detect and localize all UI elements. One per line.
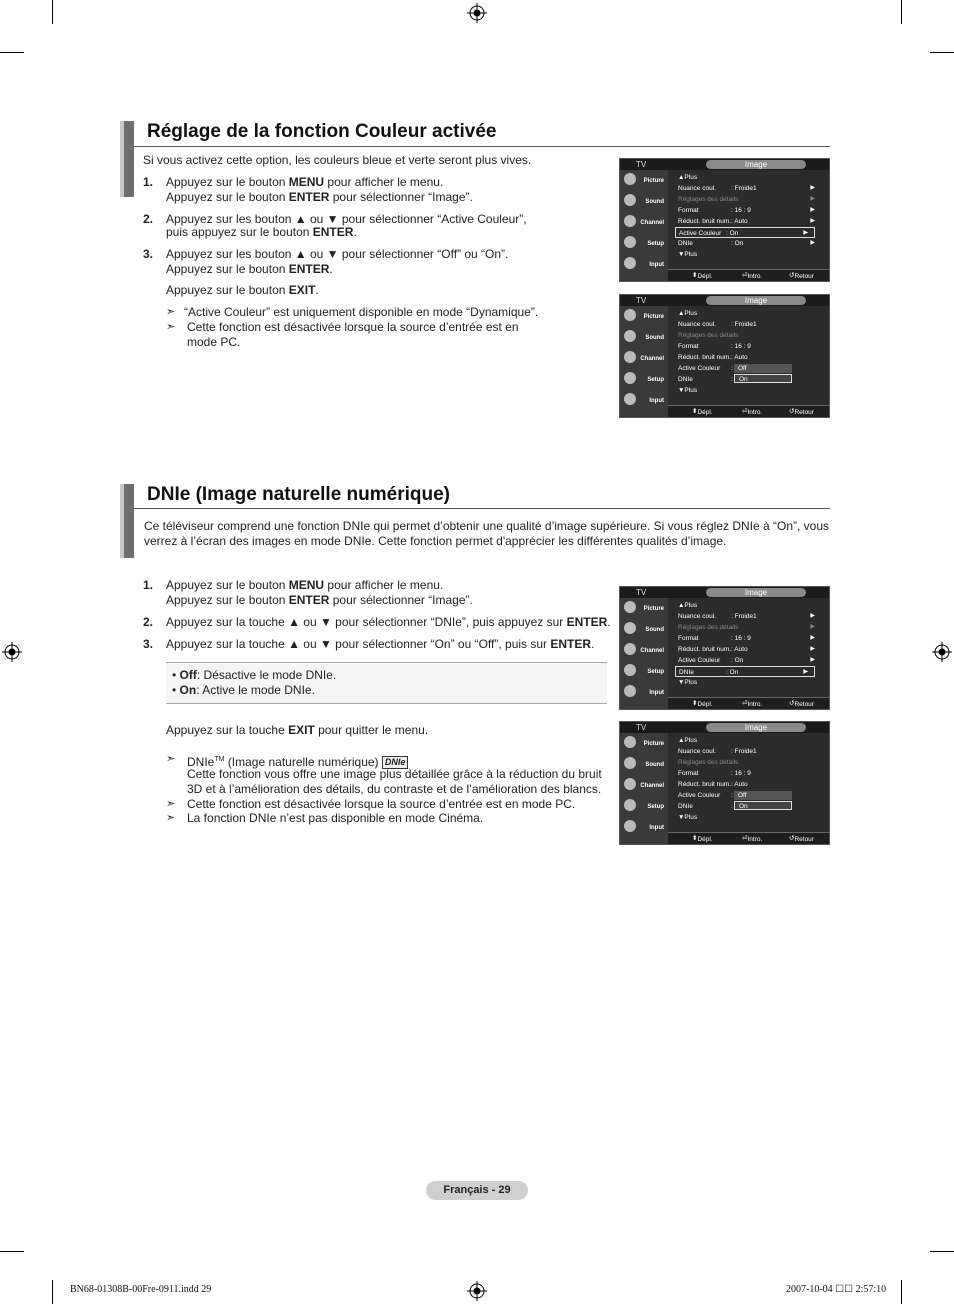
note-text: Cette fonction est désactivée lorsque la source d’entrée est en mode PC. [187,797,576,811]
osd-sidebar-item[interactable] [620,598,668,619]
osd-menu-row[interactable] [678,194,821,205]
osd-row-value: : 16 : 9 [731,207,751,214]
tv-osd-screen [619,721,830,845]
osd-popup-option[interactable]: Off [734,364,792,373]
osd-row-label: ▲Plus [678,310,698,317]
osd-sidebar-label: Sound [645,762,664,768]
osd-row-label: Nuance coul. [678,748,716,755]
step-line: Appuyez sur le bouton ENTER pour sélectionner “Image”. [166,593,473,607]
note-arrow-icon: ➣ [166,798,176,810]
osd-sidebar-item[interactable] [620,619,668,640]
section-bar [120,121,134,197]
osd-row-label: ▲Plus [678,174,698,181]
note-text: La fonction DNIe n’est pas disponible en mode Cinéma. [187,811,484,825]
sound-icon [624,757,636,769]
osd-menu-row[interactable] [678,644,821,655]
osd-sidebar-item[interactable] [620,733,668,754]
osd-sidebar-label: Sound [645,627,664,633]
osd-sidebar-label: Picture [643,741,664,747]
osd-menu-row[interactable] [678,249,821,260]
note-arrow-icon: ➣ [166,753,176,765]
osd-tab-image[interactable]: Image [706,723,806,732]
step-number: 1. [143,578,154,592]
arrow-right-icon: ▶ [810,218,815,224]
osd-row-label: Réduct. bruit num. [678,781,732,788]
osd-row-label: Format [678,635,699,642]
arrow-right-icon: ▶ [810,624,815,630]
osd-tab-image[interactable]: Image [706,160,806,169]
picture-icon [624,173,636,185]
option-item: • Off: Désactive le mode DNIe. [172,668,337,682]
note-text: 3D et à l’amélioration des détails, du contraste et de l’amélioration des blancs. [187,782,602,796]
osd-sidebar-label: Channel [640,356,664,362]
osd-footer [668,405,829,417]
osd-sidebar-label: Picture [643,606,664,612]
osd-tab-image[interactable]: Image [706,588,806,597]
print-slug-left: BN68-01308B-00Fre-0911.indd 29 [70,1284,212,1295]
osd-row-value: : On [731,240,744,247]
osd-row-value: : [731,803,733,810]
crop-mark [52,1280,53,1304]
osd-sidebar [620,733,668,844]
step-line: Appuyez sur le bouton ENTER pour sélectionner “Image”. [166,190,473,204]
tv-osd-screen [619,158,830,282]
osd-menu-row[interactable] [678,812,821,823]
osd-row-label: Format [678,770,699,777]
osd-sidebar-item[interactable] [620,661,668,682]
osd-row-label: Réduct. bruit num. [678,646,732,653]
osd-sidebar-item[interactable] [620,369,668,390]
osd-sidebar-label: Channel [640,648,664,654]
dnie-logo-icon: DNIe [382,756,409,769]
osd-row-label: Réglages des détails [678,759,739,766]
osd-sidebar-item[interactable] [620,233,668,254]
osd-row-label: Réglages des détails [678,624,739,631]
osd-sidebar-label: Setup [647,377,664,383]
osd-row-value: : On [731,657,744,664]
osd-row-value: : [731,365,733,372]
arrow-right-icon: ▶ [810,185,815,191]
osd-sidebar [620,306,668,417]
osd-tv-label: TV [636,723,647,732]
channel-icon [624,778,636,790]
crop-mark [0,1251,24,1252]
osd-row-value: : 16 : 9 [731,343,751,350]
step-number: 1. [143,175,154,189]
osd-sidebar-label: Setup [647,241,664,247]
arrow-right-icon: ▶ [803,230,808,236]
osd-menu-row[interactable] [678,238,821,249]
setup-icon [624,236,636,248]
channel-icon [624,643,636,655]
osd-row-label: Nuance coul. [678,185,716,192]
arrow-right-icon: ▶ [810,240,815,246]
osd-row-label: ▲Plus [678,602,698,609]
osd-menu-row[interactable] [678,611,821,622]
osd-sidebar-item[interactable] [620,212,668,233]
page-number: Français - 29 [426,1181,528,1200]
channel-icon [624,351,636,363]
osd-menu [673,172,823,267]
osd-move-hint: ⬍ Dépl. [692,272,713,280]
osd-menu-row[interactable] [678,655,821,666]
osd-row-label: Active Couleur [679,230,722,237]
picture-icon [624,736,636,748]
osd-row-value: : Auto [731,354,748,361]
section-intro: Ce téléviseur comprend une fonction DNIe qui permet d’obtenir une qualité d’image supérieure. Si vous réglez DNIe à “On”, vous [144,519,830,533]
note-text: DNIe™ (Image naturelle numérique) DNIe [187,752,408,770]
osd-row-value: : 16 : 9 [731,770,751,777]
osd-menu-row[interactable] [678,330,821,341]
osd-menu-row[interactable] [678,633,821,644]
osd-row-label: Active Couleur [678,365,721,372]
osd-sidebar-item[interactable] [620,754,668,775]
osd-row-value: : On [726,230,739,237]
note-text: “Active Couleur” est uniquement disponible en mode “Dynamique”. [184,305,539,319]
step-line: Appuyez sur les bouton ▲ ou ▼ pour sélectionner “Off” ou “On”. [166,247,509,261]
osd-menu [673,735,823,830]
osd-row-value: : Auto [731,218,748,225]
osd-back-hint: ↺ Retour [789,835,814,843]
osd-header [620,722,829,733]
osd-menu-row[interactable] [678,385,821,396]
crop-mark [0,52,24,53]
step-line: Appuyez sur la touche ▲ ou ▼ pour sélectionner “On” ou “Off”, puis sur ENTER. [166,637,595,651]
setup-icon [624,664,636,676]
osd-row-label: Réduct. bruit num. [678,354,732,361]
registration-mark-icon [932,642,952,662]
osd-sidebar-item[interactable] [620,191,668,212]
osd-row-value: : Auto [731,781,748,788]
osd-popup-option[interactable]: On [734,801,792,810]
input-icon [624,393,636,405]
arrow-right-icon: ▶ [810,635,815,641]
osd-row-label: Format [678,207,699,214]
osd-row-label: ▼Plus [678,387,698,394]
osd-enter-hint: ⏎ Intro. [742,835,763,843]
osd-menu-row[interactable] [678,216,821,227]
crop-mark [930,52,954,53]
input-icon [624,257,636,269]
osd-row-value: : Froide1 [731,613,757,620]
osd-sidebar-label: Setup [647,669,664,675]
section-intro: verrez à l’écran des images en mode DNIe. Cette fonction permet d'apprécier les différentes qualités d’image. [144,534,727,548]
osd-popup-option[interactable]: Off [734,791,792,800]
arrow-right-icon: ▶ [810,646,815,652]
osd-row-value: : Froide1 [731,321,757,328]
osd-menu-row[interactable] [678,183,821,194]
osd-sidebar-label: Channel [640,783,664,789]
osd-menu-row[interactable] [678,600,821,611]
osd-menu-row[interactable] [675,666,815,677]
picture-icon [624,601,636,613]
sound-icon [624,622,636,634]
tv-osd-screen [619,294,830,418]
osd-back-hint: ↺ Retour [789,700,814,708]
osd-sidebar-item[interactable] [620,817,668,838]
osd-back-hint: ↺ Retour [789,408,814,416]
osd-sidebar-item[interactable] [620,796,668,817]
osd-row-label: ▼Plus [678,814,698,821]
section-bar [120,484,134,558]
osd-sidebar-label: Channel [640,220,664,226]
osd-sidebar-label: Input [649,262,664,268]
sound-icon [624,330,636,342]
osd-row-value: : Froide1 [731,748,757,755]
osd-menu-row[interactable] [678,341,821,352]
osd-tv-label: TV [636,588,647,597]
osd-row-value: : [731,376,733,383]
osd-sidebar-item[interactable] [620,170,668,191]
osd-sidebar-label: Sound [645,335,664,341]
osd-header [620,159,829,170]
osd-enter-hint: ⏎ Intro. [742,408,763,416]
osd-row-label: Réduct. bruit num. [678,218,732,225]
osd-tv-label: TV [636,160,647,169]
osd-menu-row[interactable] [678,735,821,746]
osd-sidebar-item[interactable] [620,775,668,796]
osd-move-hint: ⬍ Dépl. [692,408,713,416]
crop-mark [930,1251,954,1252]
step-number: 2. [143,615,154,629]
osd-row-label: Réglages des détails [678,196,739,203]
osd-footer [668,697,829,709]
step-number: 2. [143,212,154,226]
arrow-right-icon: ▶ [803,669,808,675]
note-arrow-icon: ➣ [166,812,176,824]
registration-mark-icon [467,3,487,23]
step-number: 3. [143,247,154,261]
osd-menu-row[interactable] [678,746,821,757]
osd-footer [668,832,829,844]
osd-row-label: DNIe [679,669,694,676]
osd-menu-row[interactable] [678,779,821,790]
picture-icon [624,309,636,321]
osd-menu-row[interactable] [675,227,815,238]
osd-menu-row[interactable] [678,757,821,768]
section-rule [134,508,830,509]
osd-row-value: : Auto [731,646,748,653]
note-text: Cette fonction est désactivée lorsque la source d’entrée est en [187,320,519,334]
input-icon [624,685,636,697]
crop-mark [52,0,53,24]
osd-enter-hint: ⏎ Intro. [742,272,763,280]
osd-row-label: Active Couleur [678,657,721,664]
input-icon [624,820,636,832]
osd-footer [668,269,829,281]
osd-enter-hint: ⏎ Intro. [742,700,763,708]
exit-instruction: Appuyez sur la touche EXIT pour quitter le menu. [166,723,429,737]
osd-popup-option[interactable]: On [734,374,792,383]
note-arrow-icon: ➣ [166,306,176,318]
osd-sidebar-label: Picture [643,178,664,184]
registration-mark-icon [2,642,22,662]
osd-row-label: DNIe [678,803,693,810]
osd-sidebar-label: Setup [647,804,664,810]
osd-row-label: DNIe [678,240,693,247]
osd-row-value: : Froide1 [731,185,757,192]
osd-menu [673,308,823,403]
osd-row-label: DNIe [678,376,693,383]
step-line: Appuyez sur la touche ▲ ou ▼ pour sélectionner “DNIe”, puis appuyez sur ENTER. [166,615,611,629]
osd-sidebar-item[interactable] [620,682,668,703]
note-text: Cette fonction vous offre une image plus détaillée grâce à la réduction du bruit [187,767,602,781]
section-intro: Si vous activez cette option, les couleurs bleue et verte seront plus vives. [143,153,532,167]
osd-sidebar-label: Picture [643,314,664,320]
osd-menu-row[interactable] [678,768,821,779]
osd-menu-row[interactable] [678,622,821,633]
osd-row-label: ▼Plus [678,251,698,258]
osd-sidebar-item[interactable] [620,390,668,411]
osd-header [620,295,829,306]
osd-sidebar [620,598,668,709]
arrow-right-icon: ▶ [810,657,815,663]
osd-row-label: ▲Plus [678,737,698,744]
arrow-right-icon: ▶ [810,207,815,213]
step-line: Appuyez sur le bouton MENU pour afficher le menu. [166,578,444,592]
crop-mark [901,1280,902,1304]
osd-row-value: : 16 : 9 [731,635,751,642]
note-text: mode PC. [187,335,241,349]
osd-tab-image[interactable]: Image [706,296,806,305]
setup-icon [624,372,636,384]
osd-row-label: Nuance coul. [678,321,716,328]
step-line: Appuyez sur le bouton ENTER. [166,262,333,276]
osd-back-hint: ↺ Retour [789,272,814,280]
osd-row-label: ▼Plus [678,679,698,686]
osd-sidebar-item[interactable] [620,327,668,348]
section-rule [134,146,830,147]
osd-sidebar-item[interactable] [620,254,668,275]
note-arrow-icon: ➣ [166,321,176,333]
osd-menu-row[interactable] [678,205,821,216]
step-line: Appuyez sur les bouton ▲ ou ▼ pour sélectionner “Active Couleur”, [166,212,527,226]
osd-row-label: Nuance coul. [678,613,716,620]
osd-row-value: : On [726,669,739,676]
osd-row-value: : [731,792,733,799]
step-number: 3. [143,637,154,651]
crop-mark [901,0,902,24]
osd-move-hint: ⬍ Dépl. [692,835,713,843]
osd-sidebar-item[interactable] [620,306,668,327]
osd-row-label: Active Couleur [678,792,721,799]
arrow-right-icon: ▶ [810,613,815,619]
osd-menu-row[interactable] [678,172,821,183]
section-title: Réglage de la fonction Couleur activée [147,121,497,142]
option-item: • On: Active le mode DNIe. [172,683,315,697]
osd-header [620,587,829,598]
osd-sidebar-label: Input [649,825,664,831]
osd-sidebar-label: Input [649,690,664,696]
options-box [166,662,607,704]
exit-instruction: Appuyez sur le bouton EXIT. [166,283,319,297]
osd-move-hint: ⬍ Dépl. [692,700,713,708]
step-line: puis appuyez sur le bouton ENTER. [166,225,357,239]
step-line: Appuyez sur le bouton MENU pour afficher le menu. [166,175,444,189]
sound-icon [624,194,636,206]
osd-menu-row[interactable] [678,677,821,688]
osd-sidebar-item[interactable] [620,640,668,661]
print-slug-right: 2007-10-04 ☐☐ 2:57:10 [786,1284,887,1295]
tv-osd-screen [619,586,830,710]
osd-sidebar [620,170,668,281]
osd-sidebar-label: Input [649,398,664,404]
setup-icon [624,799,636,811]
osd-row-label: Réglages des détails [678,332,739,339]
osd-menu [673,600,823,695]
osd-menu-row[interactable] [678,319,821,330]
osd-menu-row[interactable] [678,352,821,363]
channel-icon [624,215,636,227]
osd-sidebar-item[interactable] [620,348,668,369]
arrow-right-icon: ▶ [810,196,815,202]
section-title: DNIe (Image naturelle numérique) [147,484,451,505]
osd-sidebar-label: Sound [645,199,664,205]
osd-menu-row[interactable] [678,308,821,319]
osd-tv-label: TV [636,296,647,305]
osd-row-label: Format [678,343,699,350]
registration-mark-icon [467,1281,487,1301]
